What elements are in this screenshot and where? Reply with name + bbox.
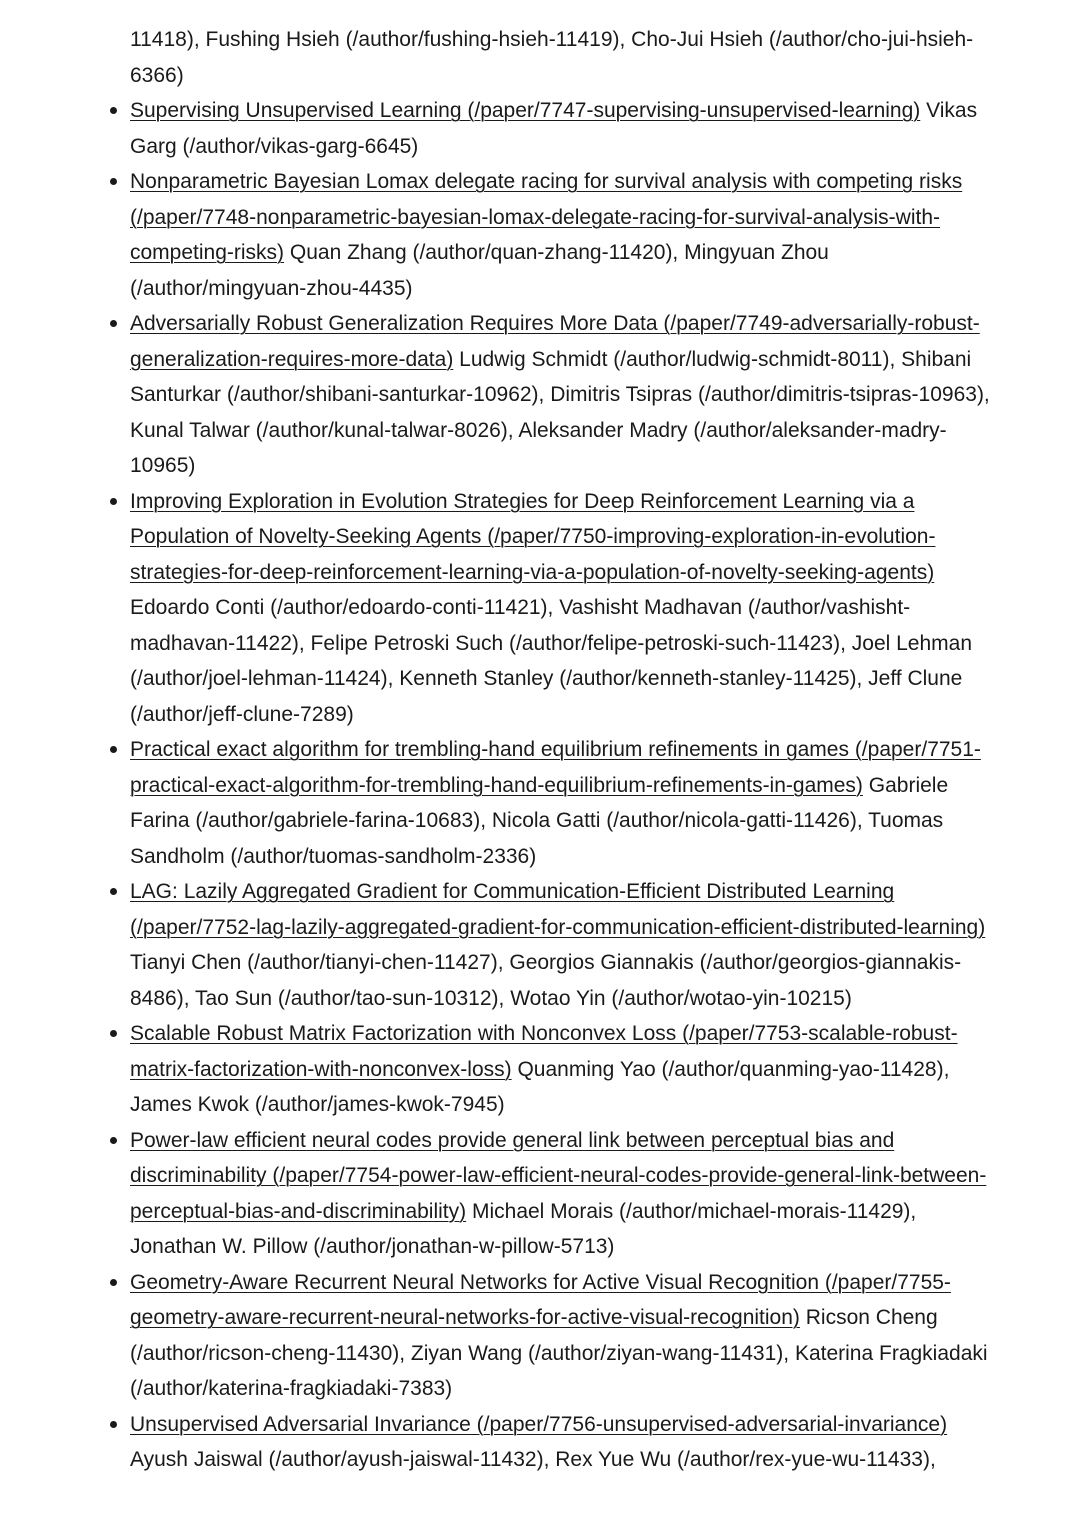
paper-authors: Quanming Yao (/author/quanming-yao-11428), James Kwok (/author/james-kwok-7945)	[130, 1057, 950, 1116]
list-item	[130, 1123, 1000, 1265]
paper-authors: Michael Morais (/author/michael-morais-11429), Jonathan W. Pillow (/author/jonathan-w-pillow-5713)	[130, 1199, 917, 1258]
paper-title-link[interactable]: Power-law efficient neural codes provide general link between perceptual bias and discriminability (/paper/7754-power-law-efficient-neural-codes-provide-general-link-between-perceptual-bias-and-discriminability)	[130, 1128, 987, 1223]
paper-title-link[interactable]: Supervising Unsupervised Learning (/paper/7747-supervising-unsupervised-learning)	[130, 99, 921, 122]
paper-title-link[interactable]: LAG: Lazily Aggregated Gradient for Communication-Efficient Distributed Learning (/paper/7752-lag-lazily-aggregated-gradient-for-communication-efficient-distributed-learning)	[130, 880, 986, 939]
list-item	[130, 93, 1000, 164]
list-item	[130, 484, 1000, 733]
paper-authors: Edoardo Conti (/author/edoardo-conti-11421), Vashisht Madhavan (/author/vashisht-madhavan-11422), Felipe Petroski Such (/author/felipe-petroski-such-11423), Joel Lehman (/author/joel-lehman-11424), Kenneth Stanley (/author/kenneth-stanley-11425), Jeff Clune (/author/jeff-clune-7289)	[130, 596, 973, 726]
paper-title-link[interactable]: Unsupervised Adversarial Invariance (/paper/7756-unsupervised-adversarial-invariance)	[130, 1412, 948, 1436]
paper-list	[130, 93, 1000, 1478]
paper-authors: Quan Zhang (/author/quan-zhang-11420), Mingyuan Zhou (/author/mingyuan-zhou-4435)	[130, 241, 829, 300]
paper-authors: Vikas Garg (/author/vikas-garg-6645)	[130, 99, 978, 158]
list-item	[130, 1265, 1000, 1407]
paper-authors: Ayush Jaiswal (/author/ayush-jaiswal-11432), Rex Yue Wu (/author/rex-yue-wu-11433),	[130, 1448, 936, 1471]
paper-authors: Ricson Cheng (/author/ricson-cheng-11430), Ziyan Wang (/author/ziyan-wang-11431), Katerina Fragkiadaki (/author/katerina-fragkiadaki-7383)	[130, 1306, 988, 1400]
paper-title-link[interactable]: Improving Exploration in Evolution Strategies for Deep Reinforcement Learning via a Population of Novelty-Seeking Agents (/paper/7750-improving-exploration-in-evolution-strategies-for-deep-reinforcement-learning-via-a-population-of-novelty-seeking-agents)	[130, 489, 936, 584]
list-item	[130, 306, 1000, 484]
paper-authors: Gabriele Farina (/author/gabriele-farina-10683), Nicola Gatti (/author/nicola-gatti-11426), Tuomas Sandholm (/author/tuomas-sandholm-2336)	[130, 773, 949, 868]
list-item	[130, 1016, 1000, 1123]
paper-authors: Ludwig Schmidt (/author/ludwig-schmidt-8011), Shibani Santurkar (/author/shibani-santurkar-10962), Dimitris Tsipras (/author/dimitris-tsipras-10963), Kunal Talwar (/author/kunal-talwar-8026), Aleksander Madry (/author/aleksander-madry-10965)	[130, 347, 990, 477]
previous-entry-authors: 11418), Fushing Hsieh (/author/fushing-hsieh-11419), Cho-Jui Hsieh (/author/cho-jui-hsieh-6366)	[130, 28, 974, 87]
list-item	[130, 732, 1000, 874]
paper-authors: Tianyi Chen (/author/tianyi-chen-11427), Georgios Giannakis (/author/georgios-giannakis-8486), Tao Sun (/author/tao-sun-10312), Wotao Yin (/author/wotao-yin-10215)	[130, 951, 962, 1010]
list-item	[130, 1407, 1000, 1478]
paper-title-link[interactable]: Scalable Robust Matrix Factorization with Nonconvex Loss (/paper/7753-scalable-robust-matrix-factorization-with-nonconvex-loss)	[130, 1022, 958, 1081]
paper-title-link[interactable]: Practical exact algorithm for trembling-hand equilibrium refinements in games (/paper/7751-practical-exact-algorithm-for-trembling-hand-equilibrium-refinements-in-games)	[130, 738, 981, 797]
list-item	[130, 164, 1000, 306]
paper-title-link[interactable]: Adversarially Robust Generalization Requires More Data (/paper/7749-adversarially-robust-generalization-requires-more-data)	[130, 312, 980, 371]
paper-title-link[interactable]: Geometry-Aware Recurrent Neural Networks for Active Visual Recognition (/paper/7755-geometry-aware-recurrent-neural-networks-for-active-visual-recognition)	[130, 1270, 951, 1329]
list-item	[130, 874, 1000, 1016]
paper-title-link[interactable]: Nonparametric Bayesian Lomax delegate racing for survival analysis with competing risks (/paper/7748-nonparametric-bayesian-lomax-delegate-racing-for-survival-analysis-with-competing-risks)	[130, 170, 963, 264]
